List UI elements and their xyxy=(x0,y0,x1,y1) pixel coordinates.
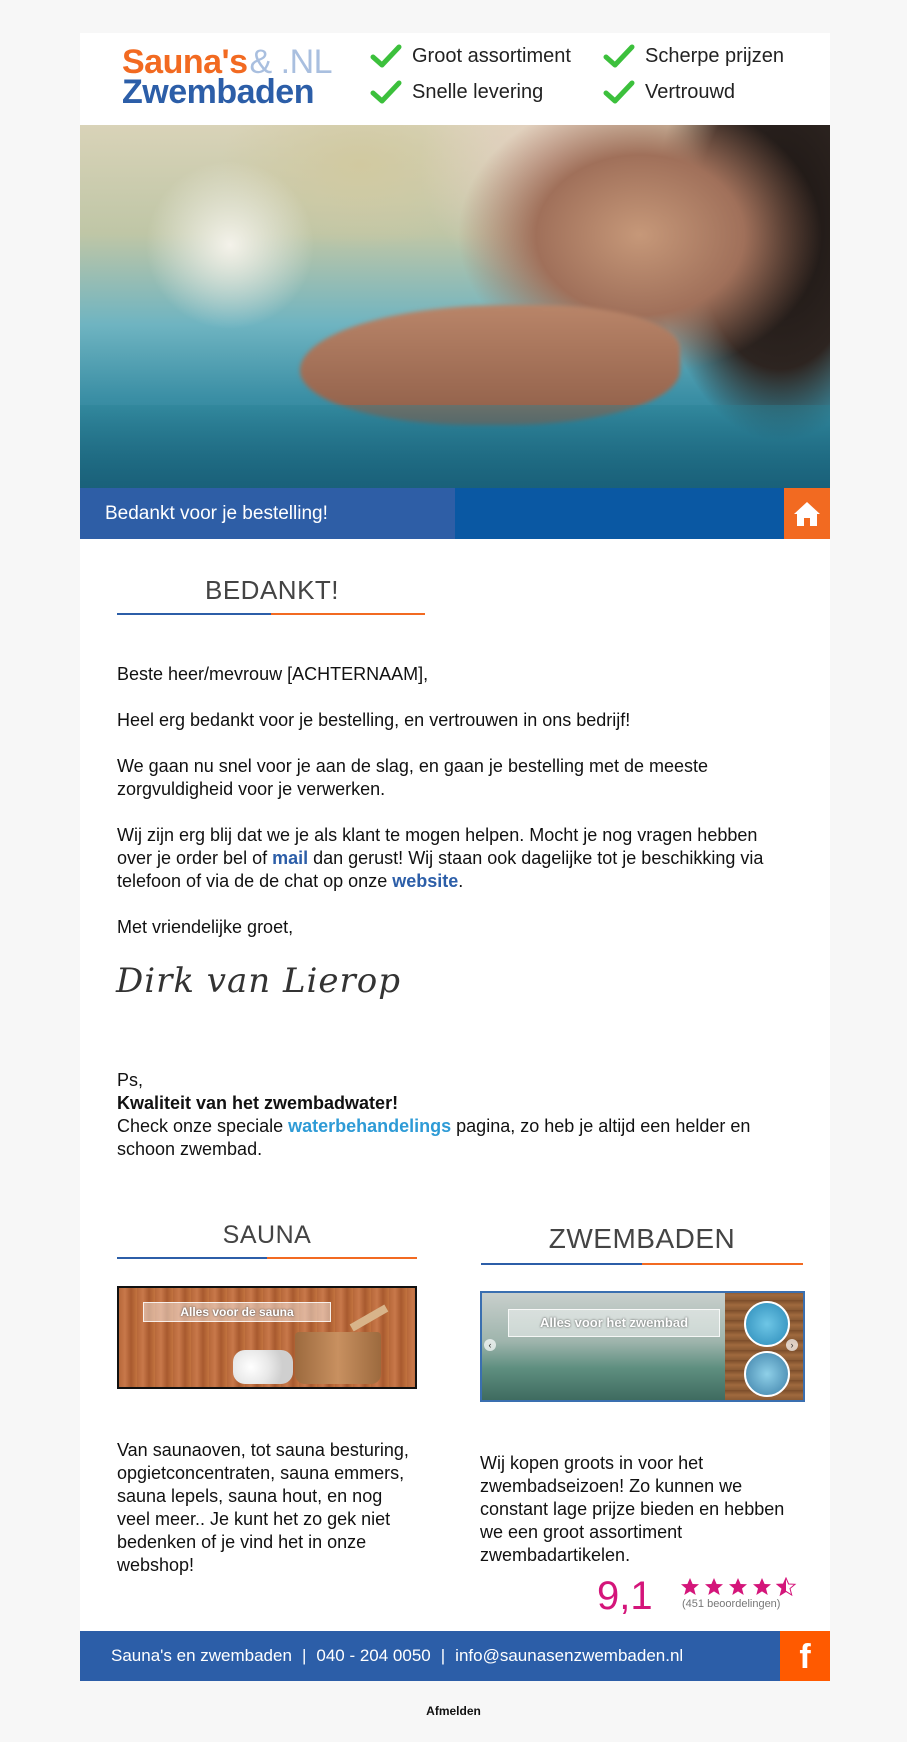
checkmark-icon xyxy=(370,79,402,105)
banner xyxy=(80,488,830,539)
rating-count: (451 beoordelingen) xyxy=(682,1598,781,1610)
pool-thumb xyxy=(744,1351,790,1397)
rating-score: 9,1 xyxy=(597,1574,653,1618)
rating-stars xyxy=(680,1577,800,1597)
ps-heading: Kwaliteit van het zwembadwater! xyxy=(117,1093,399,1113)
website-link[interactable]: website xyxy=(392,871,459,891)
checkmark-icon xyxy=(603,79,635,105)
footer xyxy=(80,1631,830,1681)
zwembaden-text: Wij kopen groots in voor het zwembadseizoen! Zo kunnen we constant lage prijze bieden en hebben we een groot assortiment zwembadartikelen. xyxy=(480,1453,785,1565)
sauna-towels xyxy=(233,1350,293,1384)
unsubscribe-link[interactable]: Afmelden xyxy=(426,1704,481,1718)
sauna-heading: SAUNA xyxy=(222,1221,312,1249)
sauna-text: Van saunaoven, tot sauna besturing, opgietconcentraten, sauna emmers, sauna lepels, sauna hout, en nog veel meer.. Je kunt het zo gek niet bedenken of je vind het in onze webshop! xyxy=(117,1440,409,1575)
hero-image[interactable] xyxy=(80,125,830,488)
body-paragraph: Wij zijn erg blij dat we je als klant te mogen helpen. Mocht je nog vragen hebben over je order bel of mail dan gerust! Wij staan ook dagelijke tot je beschikking via telefoon of via de de chat op onze website. xyxy=(117,825,764,891)
sauna-image-label: Alles voor de sauna xyxy=(143,1302,331,1322)
pool-thumb xyxy=(744,1301,790,1347)
footer-contact: Sauna's en zwembaden | 040 - 204 0050 | info@saunasenzwembaden.nl xyxy=(111,1646,684,1665)
footer-phone[interactable]: 040 - 204 0050 xyxy=(316,1646,431,1665)
thanks-heading: BEDANKT! xyxy=(204,575,340,605)
signature: Dirk van Lierop xyxy=(116,961,402,1001)
usp-item xyxy=(603,43,784,69)
logo-text-zwembaden: Zwembaden xyxy=(122,73,314,111)
zwembaden-image-link[interactable] xyxy=(480,1291,805,1402)
footer-email[interactable]: info@saunasenzwembaden.nl xyxy=(455,1646,684,1665)
body-paragraph: We gaan nu snel voor je aan de slag, en gaan je bestelling met de meeste zorgvuldigheid voor je verwerken. xyxy=(117,756,709,799)
checkmark-icon xyxy=(370,43,402,69)
usp-label: Vertrouwd xyxy=(645,80,736,103)
body-paragraph: Heel erg bedankt voor je bestelling, en vertrouwen in ons bedrijf! xyxy=(117,710,631,730)
heading-underline xyxy=(481,1263,803,1265)
sauna-bucket xyxy=(295,1332,381,1384)
header xyxy=(80,33,830,125)
checkmark-icon xyxy=(603,43,635,69)
logo-text-saunas: Sauna's xyxy=(122,43,248,81)
greeting: Beste heer/mevrouw [ACHTERNAAM], xyxy=(117,664,429,684)
mail-link[interactable]: mail xyxy=(272,848,309,868)
sauna-ladle xyxy=(350,1305,389,1332)
logo[interactable] xyxy=(122,45,332,109)
home-icon xyxy=(792,500,822,528)
ps-label: Ps, xyxy=(117,1070,144,1090)
sauna-image-link[interactable] xyxy=(117,1286,417,1389)
chevron-left-icon[interactable]: ‹ xyxy=(484,1339,496,1351)
waterbehandeling-link[interactable]: waterbehandelings xyxy=(288,1116,452,1136)
closing: Met vriendelijke groet, xyxy=(117,917,294,937)
body-text xyxy=(117,663,797,962)
heading-underline xyxy=(117,1257,417,1259)
usp-label: Scherpe prijzen xyxy=(645,44,784,67)
email-container xyxy=(80,33,830,1681)
heading-underline xyxy=(117,613,425,615)
zwembaden-heading: ZWEMBADEN xyxy=(548,1223,736,1254)
usp-label: Snelle levering xyxy=(412,80,544,103)
usp-item xyxy=(370,79,543,105)
usp-item xyxy=(603,79,735,105)
zwembaden-image-label: Alles voor het zwembad xyxy=(508,1309,720,1337)
facebook-icon[interactable]: f xyxy=(780,1631,830,1681)
banner-title: Bedankt voor je bestelling! xyxy=(80,488,455,539)
home-button[interactable] xyxy=(784,488,830,539)
star-rating-icon xyxy=(680,1577,800,1597)
chevron-right-icon[interactable]: › xyxy=(786,1339,798,1351)
usp-item xyxy=(370,43,571,69)
hero-water xyxy=(80,405,830,488)
ps-text: Check onze speciale waterbehandelings pagina, zo heb je altijd een helder en schoon zwembad. xyxy=(117,1116,751,1159)
usp-label: Groot assortiment xyxy=(412,44,571,67)
logo-text-nl: & .NL xyxy=(249,43,333,81)
footer-company: Sauna's en zwembaden xyxy=(111,1646,292,1665)
ps-block xyxy=(117,1069,797,1161)
